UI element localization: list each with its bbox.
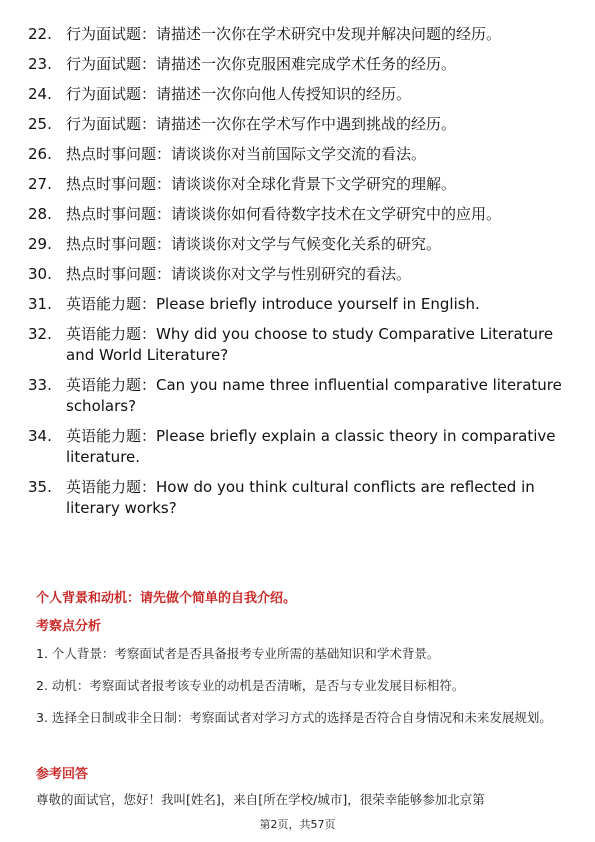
question-text: 行为面试题：请描述一次你在学术研究中发现并解决问题的经历。: [66, 25, 502, 43]
question-number: 29.: [28, 235, 52, 253]
list-item: [28, 477, 568, 519]
question-number: 35.: [28, 478, 52, 496]
question-text: 英语能力题：Please briefly introduce yourself in English.: [66, 295, 480, 313]
analysis-list: [36, 641, 561, 737]
question-number: 23.: [28, 55, 52, 73]
question-text: 英语能力题：Can you name three influential comparative literature scholars?: [66, 376, 562, 415]
question-text: 行为面试题：请描述一次你在学术写作中遇到挑战的经历。: [66, 115, 457, 133]
list-item: [28, 375, 568, 417]
question-number: 32.: [28, 325, 52, 343]
question-number: 22.: [28, 25, 52, 43]
analysis-heading: 考察点分析: [36, 619, 102, 634]
question-number: 33.: [28, 376, 52, 394]
question-text: 热点时事问题：请谈谈你对文学与气候变化关系的研究。: [66, 235, 442, 253]
analysis-item: 1. 个人背景：考察面试者是否具备报考专业所需的基础知识和学术背景。: [36, 646, 440, 661]
question-number: 31.: [28, 295, 52, 313]
question-number: 24.: [28, 85, 52, 103]
answer-text: 尊敬的面试官，您好！我叫[姓名]，来自[所在学校/城市]，很荣幸能够参加北京第: [36, 792, 485, 807]
list-item: [28, 324, 568, 366]
list-item: [28, 24, 568, 45]
page-footer: 第2页，共57页: [259, 818, 336, 831]
list-item: [28, 204, 568, 225]
question-number: 30.: [28, 265, 52, 283]
question-text: 热点时事问题：请谈谈你对全球化背景下文学研究的理解。: [66, 175, 457, 193]
question-text: 行为面试题：请描述一次你向他人传授知识的经历。: [66, 85, 412, 103]
question-text: 英语能力题：Please briefly explain a classic theory in comparative literature.: [66, 427, 556, 466]
question-number: 26.: [28, 145, 52, 163]
list-item: [28, 234, 568, 255]
question-text: 热点时事问题：请谈谈你如何看待数字技术在文学研究中的应用。: [66, 205, 502, 223]
list-item: [28, 54, 568, 75]
question-number: 34.: [28, 427, 52, 445]
question-list: [28, 24, 568, 528]
section-title: 个人背景和动机：请先做个简单的自我介绍。: [36, 591, 297, 606]
question-text: 英语能力题：Why did you choose to study Comparative Literature and World Literature?: [66, 325, 554, 364]
question-text: 行为面试题：请描述一次你克服困难完成学术任务的经历。: [66, 55, 457, 73]
question-number: 27.: [28, 175, 52, 193]
question-number: 28.: [28, 205, 52, 223]
list-item: [28, 144, 568, 165]
analysis-item: 2. 动机：考察面试者报考该专业的动机是否清晰，是否与专业发展目标相符。: [36, 678, 465, 693]
list-item: [28, 294, 568, 315]
question-text: 热点时事问题：请谈谈你对当前国际文学交流的看法。: [66, 145, 427, 163]
question-number: 25.: [28, 115, 52, 133]
question-text: 热点时事问题：请谈谈你对文学与性别研究的看法。: [66, 265, 412, 283]
question-text: 英语能力题：How do you think cultural conflicts are reflected in literary works?: [66, 478, 535, 517]
analysis-item: 3. 选择全日制或非全日制：考察面试者对学习方式的选择是否符合自身情况和未来发展规划。: [36, 710, 552, 725]
list-item: [28, 84, 568, 105]
list-item: [28, 264, 568, 285]
answer-heading: 参考回答: [36, 767, 89, 782]
list-item: [28, 114, 568, 135]
list-item: [28, 426, 568, 468]
list-item: [28, 174, 568, 195]
